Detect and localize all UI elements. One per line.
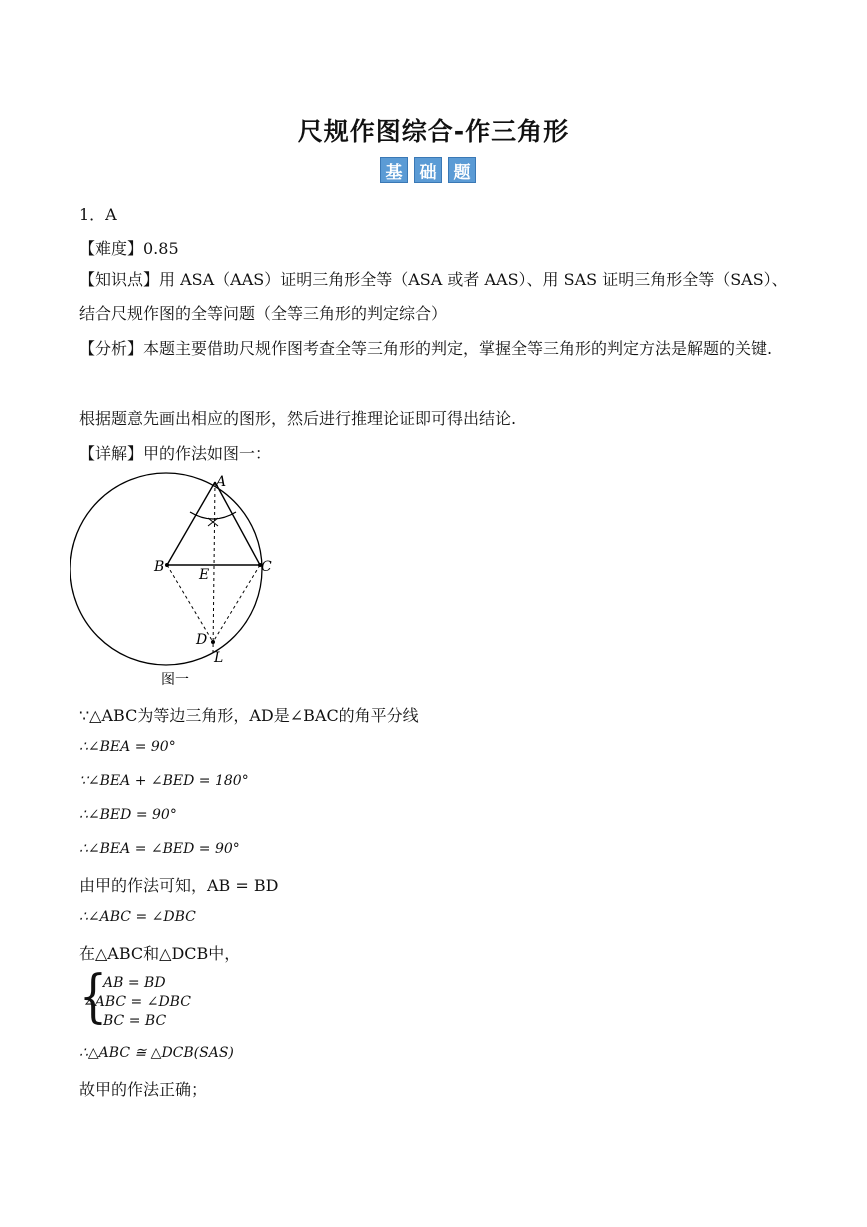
step-3: ∵∠BEA + ∠BED = 180° <box>79 773 249 789</box>
step-4: ∴∠BED = 90° <box>79 807 177 823</box>
page-title: 尺规作图综合-作三角形 <box>297 117 570 146</box>
point-b <box>165 563 169 567</box>
step-6: 由甲的作法可知，AB = BD <box>79 876 279 895</box>
step-7: ∴∠ABC = ∠DBC <box>79 909 196 925</box>
step-5: ∴∠BEA = ∠BED = 90° <box>79 841 240 857</box>
badge-chu: 础 <box>414 157 442 183</box>
label-a: A <box>216 474 227 490</box>
step-8: 在△ABC和△DCB中， <box>79 944 241 963</box>
system-row-3: BC = BC <box>103 1013 167 1029</box>
circle <box>70 473 262 665</box>
final-statement: 故甲的作法正确； <box>79 1080 208 1099</box>
system-row-1: AB = BD <box>103 975 166 991</box>
segment-ab <box>167 482 215 565</box>
analysis: 【分析】本题主要借助尺规作图考查全等三角形的判定，掌握全等三角形的判定方法是解题的关键. <box>79 339 773 358</box>
step-2: ∴∠BEA = 90° <box>79 739 176 755</box>
label-l: L <box>214 650 224 666</box>
point-d <box>211 640 215 644</box>
detail-heading: 【详解】甲的作法如图一： <box>79 444 272 463</box>
difficulty: 【难度】0.85 <box>79 239 179 258</box>
step-1: ∵△ABC为等边三角形，AD是∠BAC的角平分线 <box>79 706 419 725</box>
figure-caption: 图一 <box>161 672 189 688</box>
badge-ji: 基 <box>380 157 408 183</box>
segment-cd <box>213 565 260 642</box>
conclusion: ∴△ABC ≅ △DCB(SAS) <box>79 1045 234 1061</box>
level-badges <box>380 157 476 183</box>
label-c: C <box>261 559 272 575</box>
segment-ac <box>215 482 260 565</box>
question-number: 1．A <box>79 205 117 224</box>
badge-ti: 题 <box>448 157 476 183</box>
system-brace: { <box>79 963 107 1030</box>
label-e: E <box>199 567 210 583</box>
label-d: D <box>196 632 208 648</box>
analysis-2: 根据题意先画出相应的图形，然后进行推理论证即可得出结论. <box>79 409 517 428</box>
bisector-line <box>213 482 215 652</box>
label-b: B <box>154 559 165 575</box>
knowledge-point: 【知识点】用 ASA（AAS）证明三角形全等（ASA 或者 AAS）、用 SAS 证明三角形全等（SAS）、结合尺规作图的全等问题（全等三角形的判定综合） <box>79 270 788 323</box>
figure-one <box>70 470 290 692</box>
system-row-2: ∠ABC = ∠DBC <box>83 994 191 1010</box>
